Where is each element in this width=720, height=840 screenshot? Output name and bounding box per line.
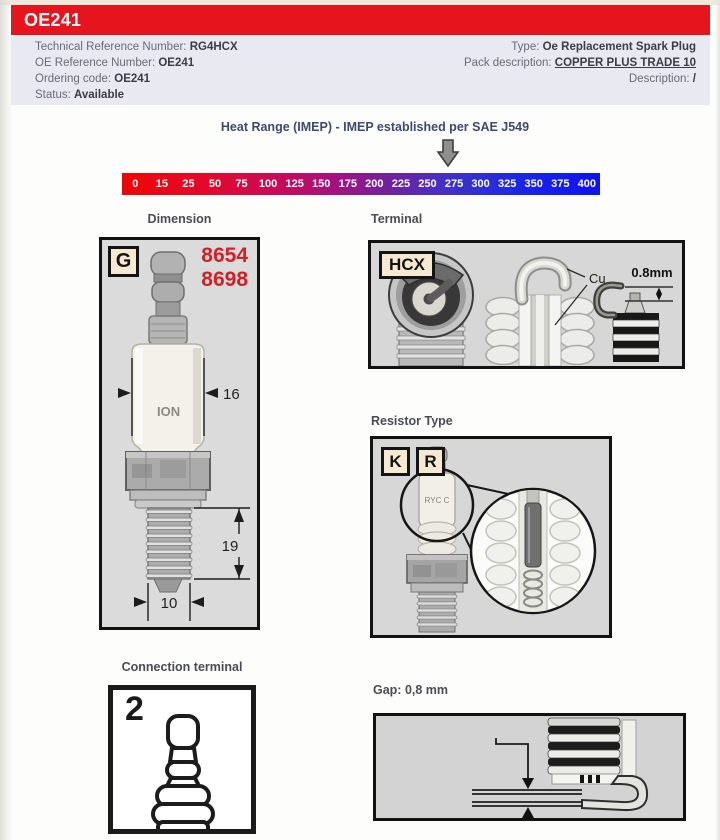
copper-core-cutaway (486, 263, 606, 366)
resistor-section-title: Resistor Type (371, 414, 453, 428)
dim-thread-length (194, 508, 250, 579)
resistor-code-chip-k: K (381, 447, 410, 476)
heat-scale-tick: 225 (391, 178, 411, 190)
info-label: Ordering code: (35, 73, 115, 85)
heat-scale-tick: 75 (235, 178, 248, 190)
heat-scale-tick: 100 (258, 178, 278, 190)
gap-drawing (376, 716, 683, 818)
info-column-left (35, 39, 238, 105)
heat-scale-tick: 50 (208, 178, 222, 190)
info-label: Description: (628, 73, 693, 85)
heat-scale-tick: 15 (155, 178, 168, 190)
plug-hex-shell (126, 452, 210, 508)
info-row-status (35, 87, 238, 103)
info-label: Status: (35, 89, 74, 101)
info-value: RG4HCX (189, 41, 238, 53)
terminal-code-chip: HCX (379, 251, 435, 279)
info-row-description (464, 71, 696, 87)
connection-section-title: Connection terminal (121, 660, 243, 674)
heat-scale-tick: 175 (338, 178, 357, 190)
copper-label: Cu (589, 271, 606, 286)
resistor-figure-box (370, 436, 612, 638)
gap-figure-box (373, 713, 686, 821)
dimension-section-title: Dimension (147, 212, 212, 226)
resistor-insulator-print: RYC C (424, 496, 450, 505)
pack-description-link[interactable]: COPPER PLUS TRADE 10 (554, 57, 696, 69)
terminal-gap-view (597, 265, 673, 362)
resistor-code-chip-r: R (416, 447, 445, 476)
heat-range-pointer-arrow-icon (436, 139, 460, 168)
info-value: OE241 (158, 57, 195, 69)
part-number: 8698 (201, 268, 248, 291)
info-value: / (692, 73, 696, 85)
heat-scale-tick: 375 (551, 178, 570, 190)
dim-value-16: 16 (223, 386, 240, 403)
heat-range-scale (122, 173, 600, 195)
plug-threads (146, 508, 192, 592)
terminal-gap-value: 0.8mm (631, 265, 673, 280)
terminal-outline (153, 716, 213, 829)
terminal-figure-box (368, 240, 685, 369)
info-value: OE241 (114, 73, 151, 85)
heat-scale-tick: 0 (132, 178, 139, 190)
info-row-pack-description (464, 55, 696, 71)
info-label: OE Reference Number: (35, 57, 159, 69)
info-label: Pack description: (464, 57, 555, 69)
heat-range-title: Heat Range (IMEP) - IMEP established per SAE J549 (220, 120, 530, 134)
dim-value-10: 10 (160, 595, 178, 612)
status-value: Available (74, 89, 125, 101)
gap-plug-threads (548, 718, 636, 784)
heat-scale-tick: 150 (312, 178, 331, 190)
heat-scale-tick: 250 (418, 178, 437, 190)
info-row-technical-reference (35, 39, 238, 55)
page-title: OE241 (24, 9, 82, 30)
part-number: 8654 (201, 244, 248, 267)
insulator-print-text: ION (157, 404, 181, 419)
product-title-bar (11, 5, 710, 35)
info-panel (11, 35, 710, 105)
plug-terminal-nut (149, 252, 187, 344)
info-value: Oe Replacement Spark Plug (542, 41, 696, 53)
part-numbers (201, 244, 248, 292)
plug-insulator (132, 344, 204, 452)
info-row-oe-reference (35, 55, 238, 71)
heat-scale-tick-selected: 275 (444, 178, 464, 190)
resistor-cutaway (471, 489, 595, 613)
heat-scale-tick: 300 (471, 178, 490, 190)
dimension-code-chip: G (108, 246, 139, 277)
info-label: Type: (511, 41, 543, 53)
heat-scale-tick: 350 (524, 178, 543, 190)
heat-scale-tick: 325 (497, 178, 517, 190)
page-edge-left (0, 0, 12, 840)
heat-scale-tick: 25 (182, 178, 195, 190)
info-column-right (464, 39, 696, 105)
gap-section-title: Gap: 0,8 mm (373, 683, 449, 697)
heat-scale-tick: 400 (577, 178, 597, 190)
connection-terminal-figure-box (108, 685, 256, 834)
info-label: Technical Reference Number: (35, 41, 190, 53)
heat-scale-tick: 125 (285, 178, 304, 190)
spark-plug-dimension-drawing (102, 240, 257, 627)
connection-code: 2 (125, 690, 144, 728)
info-row-ordering-code (35, 71, 238, 87)
heat-scale-tick: 200 (365, 178, 384, 190)
dimension-figure-box (99, 237, 260, 630)
terminal-section-title: Terminal (371, 212, 423, 226)
dim-value-19: 19 (221, 538, 239, 555)
info-row-type (464, 39, 696, 55)
